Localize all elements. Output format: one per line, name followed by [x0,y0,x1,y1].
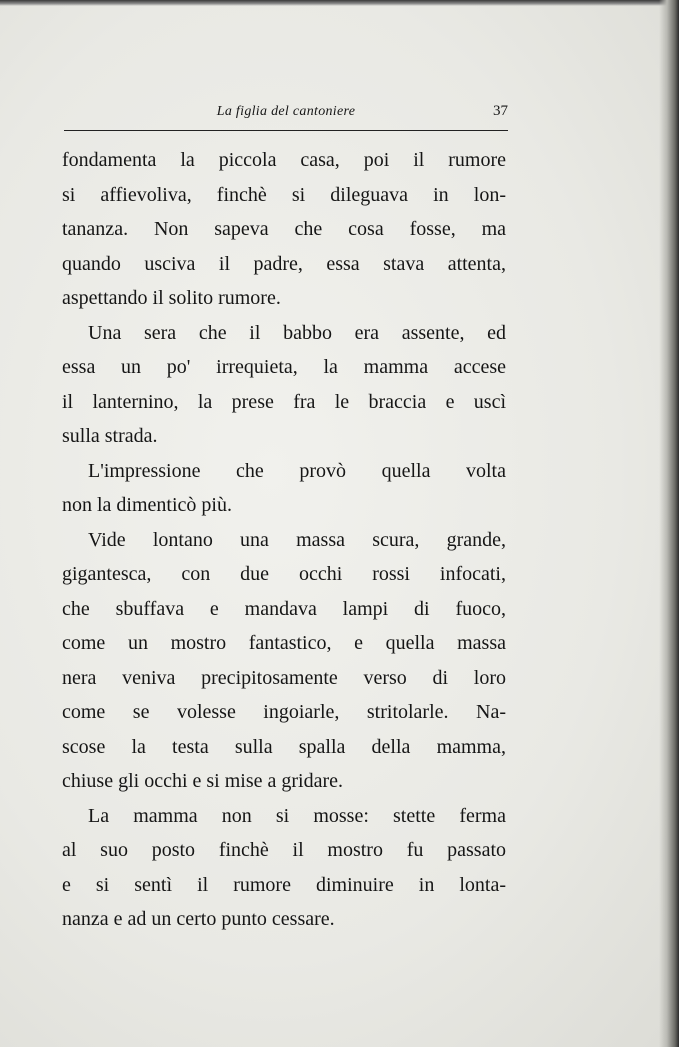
page-binding-edge [659,0,679,1047]
running-head [64,100,508,124]
text-line: aspettando il solito rumore. [62,287,281,309]
text-line: quando usciva il padre, essa stava attenta, [62,252,506,275]
text-line: scose la testa sulla spalla della mamma, [62,735,506,758]
text-line: tananza. Non sapeva che cosa fosse, ma [62,218,506,240]
text-line: fondamenta la piccola casa, poi il rumore [62,149,506,171]
text-line: Vide lontano una massa scura, grande, [88,528,506,551]
text-line: e si sentì il rumore diminuire in lonta- [62,873,506,896]
text-line: nera veniva precipitosamente verso di loro [62,666,506,689]
text-line: si affievoliva, finchè si dileguava in lon- [62,183,506,206]
text-line: nanza e ad un certo punto cessare. [62,908,335,930]
text-line: L'impressione che provò quella volta [88,459,506,482]
text-line: come un mostro fantastico, e quella massa [62,632,506,654]
text-line: sulla strada. [62,425,158,447]
page-top-edge [0,0,679,6]
text-line: Una sera che il babbo era assente, ed [88,321,506,344]
text-line: essa un po' irrequieta, la mamma accese [62,356,506,378]
page-number: 37 [493,103,508,119]
running-title: La figlia del cantoniere [216,104,356,119]
text-line: non la dimenticò più. [62,494,232,516]
text-line: al suo posto finchè il mostro fu passato [62,839,506,861]
text-line: che sbuffava e mandava lampi di fuoco, [62,597,506,620]
text-line: chiuse gli occhi e si mise a gridare. [62,770,344,792]
body-text [62,143,506,937]
text-line: La mamma non si mosse: stette ferma [88,804,506,827]
text-line: come se volesse ingoiarle, stritolarle. Na- [62,701,506,723]
text-line: gigantesca, con due occhi rossi infocati, [62,563,506,585]
header-rule [64,130,508,131]
text-line: il lanternino, la prese fra le braccia e uscì [62,390,506,413]
